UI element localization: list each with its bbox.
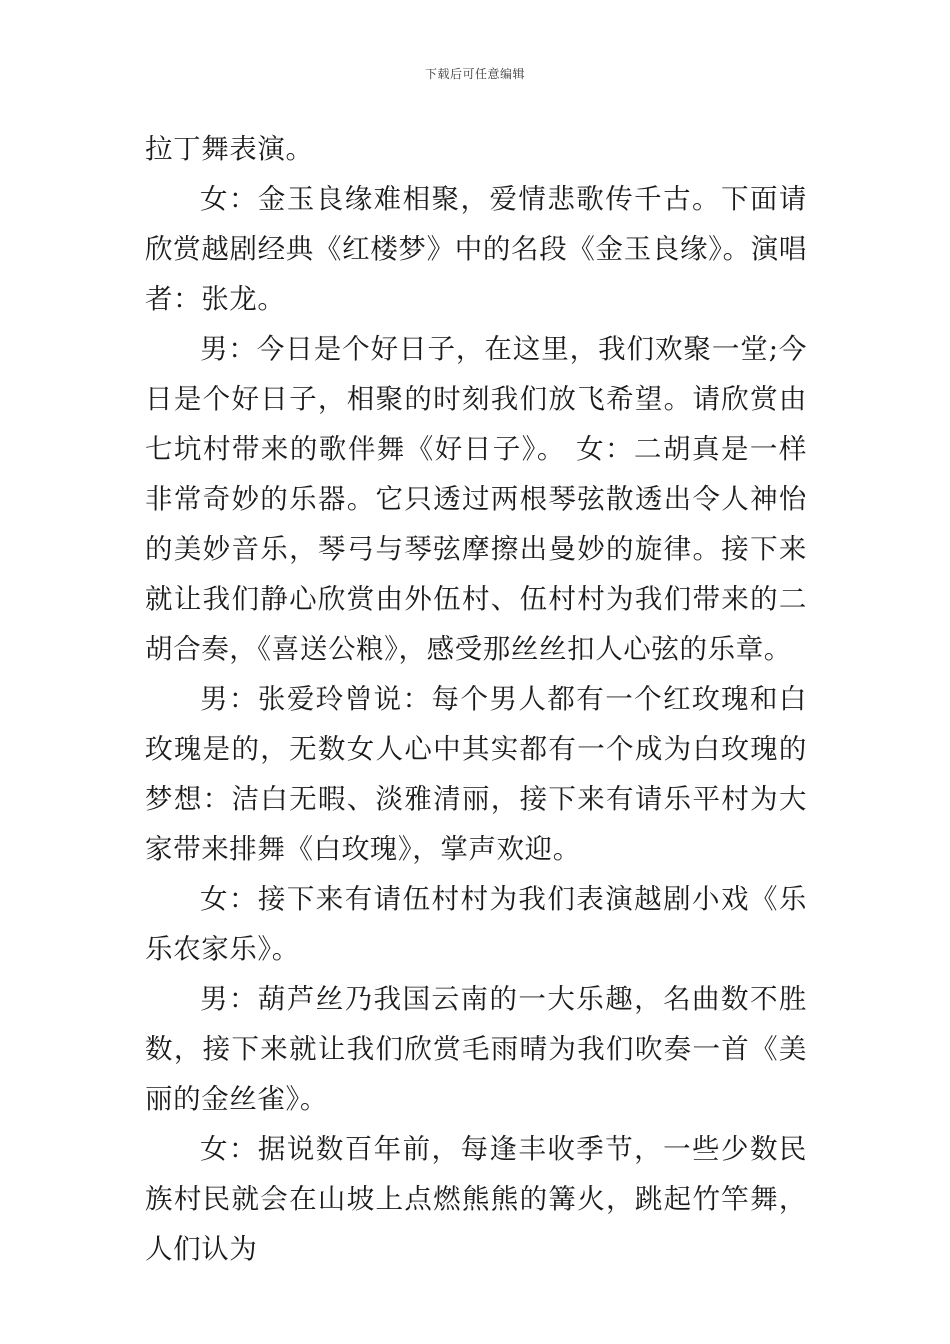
paragraph: 女：金玉良缘难相聚，爱情悲歌传千古。下面请欣赏越剧经典《红楼梦》中的名段《金玉良缘》。演唱者：张龙。 [145,183,807,315]
paragraph: 男：张爱玲曾说：每个男人都有一个红玫瑰和白玫瑰是的，无数女人心中其实都有一个成为白玫瑰的梦想：洁白无暇、淡雅清丽，接下来有请乐平村为大家带来排舞《白玫瑰》，掌声欢迎。 [145,683,807,865]
document-body [145,124,807,1274]
page-header: 下载后可任意编辑 [424,67,525,81]
paragraph: 男：今日是个好日子，在这里，我们欢聚一堂;今日是个好日子，相聚的时刻我们放飞希望。请欣赏由七坑村带来的歌伴舞《好日子》。 女：二胡真是一样非常奇妙的乐器。它只透过两根琴弦散透出令人神怡的美妙音乐，琴弓与琴弦摩擦出曼妙的旋律。接下来就让我们静心欣赏由外伍村、伍村村为我们带来的二胡合奏，《喜送公粮》，感受那丝丝扣人心弦的乐章。 [145,333,807,665]
paragraph: 拉丁舞表演。 [145,133,314,165]
paragraph: 女：接下来有请伍村村为我们表演越剧小戏《乐乐农家乐》。 [145,883,807,965]
paragraph: 男：葫芦丝乃我国云南的一大乐趣，名曲数不胜数，接下来就让我们欣赏毛雨晴为我们吹奏一首《美丽的金丝雀》。 [145,983,807,1115]
paragraph: 女：据说数百年前，每逢丰收季节，一些少数民族村民就会在山坡上点燃熊熊的篝火，跳起竹竿舞，人们认为 [145,1133,807,1265]
